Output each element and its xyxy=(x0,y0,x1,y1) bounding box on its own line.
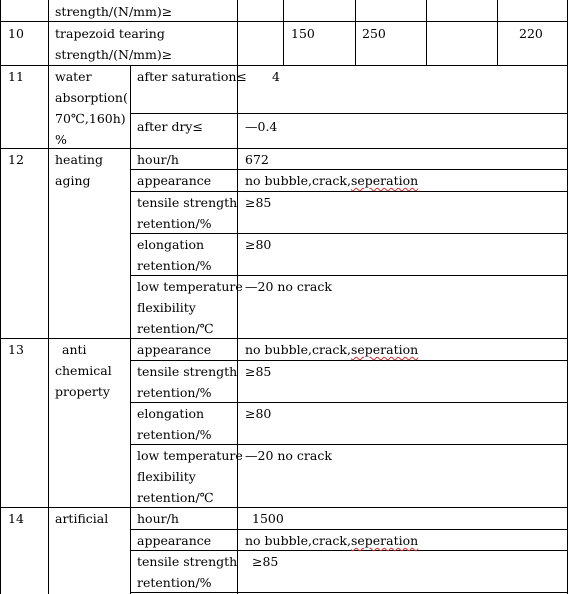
condition-cell: retention/% xyxy=(137,427,212,442)
condition-cell: retention/% xyxy=(137,575,212,590)
table-rule xyxy=(283,0,284,65)
parameter-cell: strength/(N/mm)≥ xyxy=(55,47,173,62)
condition-cell: tensile strength xyxy=(137,554,238,569)
value-cell: 220 xyxy=(519,26,543,41)
table-rule xyxy=(355,0,356,65)
condition-cell: appearance xyxy=(137,173,212,188)
value-cell: 150 xyxy=(291,26,315,41)
parameter-cell: % xyxy=(55,132,67,147)
value-text: no bubble,crack, xyxy=(245,173,351,188)
parameter-cell: aging xyxy=(55,173,91,188)
row-number: 11 xyxy=(8,69,24,84)
value-cell xyxy=(245,530,418,551)
condition-cell: flexibility xyxy=(137,300,196,315)
table-rule xyxy=(130,113,568,114)
parameter-cell: strength/(N/mm)≥ xyxy=(55,4,173,19)
condition-cell: appearance xyxy=(137,533,212,548)
misspelled-word: seperation xyxy=(350,533,419,548)
value-text: no bubble,crack, xyxy=(245,342,351,357)
parameter-cell: absorption( xyxy=(55,90,128,105)
row-number: 14 xyxy=(8,511,24,526)
row-number: 13 xyxy=(8,342,24,357)
condition-cell: hour/h xyxy=(137,152,179,167)
value-cell xyxy=(245,170,418,191)
condition-cell: elongation xyxy=(137,406,205,421)
parameter-cell: property xyxy=(55,384,110,399)
condition-cell: appearance xyxy=(137,342,212,357)
value-cell: —0.4 xyxy=(245,119,278,134)
row-number: 10 xyxy=(8,26,24,41)
condition-cell: elongation xyxy=(137,237,205,252)
condition-cell: after saturation≤ xyxy=(137,69,247,84)
condition-cell: retention/℃ xyxy=(137,321,214,336)
table-rule xyxy=(237,0,238,594)
misspelled-word: seperation xyxy=(350,342,419,357)
condition-cell: retention/% xyxy=(137,216,212,231)
value-cell: 250 xyxy=(362,26,386,41)
parameter-cell: 70℃,160h) xyxy=(55,111,126,126)
parameter-cell: heating xyxy=(55,152,103,167)
condition-cell: tensile strength xyxy=(137,364,238,379)
parameter-cell: artificial xyxy=(55,511,109,526)
value-cell: —20 no crack xyxy=(245,448,332,463)
value-cell: ≥80 xyxy=(245,237,272,252)
value-cell: ≥85 xyxy=(245,364,272,379)
table-rule xyxy=(48,0,49,594)
value-cell: —20 no crack xyxy=(245,279,332,294)
parameter-cell: trapezoid tearing xyxy=(55,26,165,41)
condition-cell: flexibility xyxy=(137,469,196,484)
value-cell: 1500 xyxy=(252,511,284,526)
value-text: no bubble,crack, xyxy=(245,533,351,548)
condition-cell: retention/℃ xyxy=(137,490,214,505)
value-cell: ≥85 xyxy=(252,554,279,569)
condition-cell: after dry≤ xyxy=(137,119,203,134)
row-number: 12 xyxy=(8,152,24,167)
parameter-cell: water xyxy=(55,69,92,84)
table-rule xyxy=(0,0,1,594)
parameter-cell: chemical xyxy=(55,363,112,378)
condition-cell: tensile strength xyxy=(137,195,238,210)
condition-cell: retention/% xyxy=(137,385,212,400)
condition-cell: retention/% xyxy=(137,258,212,273)
table-rule xyxy=(497,0,498,65)
value-cell: 672 xyxy=(245,152,269,167)
table-rule xyxy=(130,65,131,594)
value-cell xyxy=(245,339,418,360)
value-cell: ≥85 xyxy=(245,195,272,210)
value-cell: 4 xyxy=(272,69,280,84)
condition-cell: low temperature xyxy=(137,448,243,463)
parameter-cell: anti xyxy=(62,342,87,357)
misspelled-word: seperation xyxy=(350,173,419,188)
condition-cell: hour/h xyxy=(137,511,179,526)
table-rule xyxy=(426,0,427,65)
condition-cell: low temperature xyxy=(137,279,243,294)
value-cell: ≥80 xyxy=(245,406,272,421)
